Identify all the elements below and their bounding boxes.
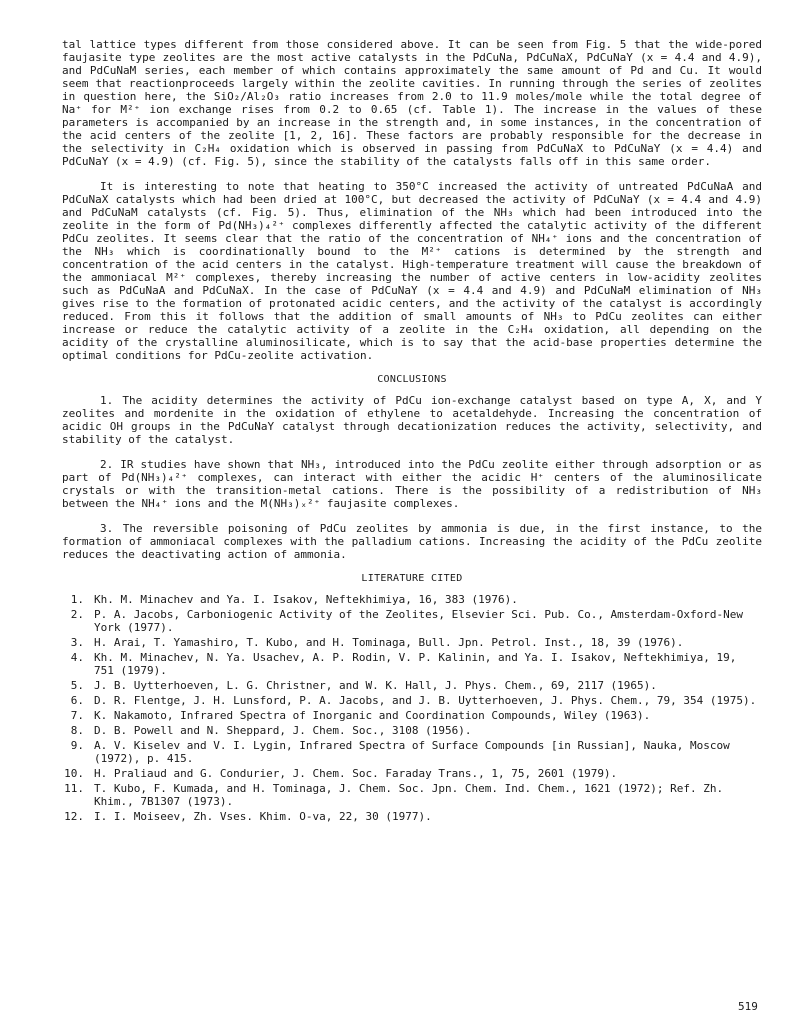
reference-item — [62, 739, 762, 765]
reference-number: 3. — [70, 636, 84, 649]
reference-number: 8. — [70, 724, 84, 737]
body-paragraph-1: tal lattice types different from those considered above. It can be seen from Fig. 5 that the wide-pored faujasite type zeolites are the most active catalysts in the PdCuNa, PdCuNaX, PdCuNaY (x = 4.4 and 4.9), and PdCuNaM series, each member of which contains approximately the same amount of Pd and Cu. It would seem that reactionproceeds largely within the zeolite cavities. In running through the series of zeolites in question here, the SiO₂/Al₂O₃ ratio increases from 2.0 to 11.9 moles/mole while the total degree of Na⁺ for M²⁺ ion exchange rises from 0.2 to 0.65 (cf. Table 1). The increase in the values of these parameters is accompanied by an increase in the strength and, in some instances, in the concentration of the acid centers of the zeolite [1, 2, 16]. These factors are probably responsible for the decrease in the selectivity in C₂H₄ oxidation which is observed in passing from PdCuNaX to PdCuNaY (x = 4.4) and PdCuNaY (x = 4.9) (cf. Fig. 5), since the stability of the catalysts falls off in this same order. — [62, 38, 762, 168]
reference-item — [62, 608, 762, 634]
reference-number: 12. — [64, 810, 84, 823]
reference-text: Kh. M. Minachev and Ya. I. Isakov, Neftekhimiya, 16, 383 (1976). — [94, 593, 518, 606]
reference-item — [62, 782, 762, 808]
body-paragraph-2: It is interesting to note that heating to 350°C increased the activity of untreated PdCuNaA and PdCuNaX catalysts which had been dried at 100°C, but decreased the activity of PdCuNaY (x = 4.4 and 4.9) and PdCuNaM catalysts (cf. Fig. 5). Thus, elimination of the NH₃ which had been introduced into the zeolite in the form of Pd(NH₃)₄²⁺ complexes differently affected the catalytic activity of the different PdCu zeolites. It seems clear that the ratio of the concentration of NH₄⁺ ions and the concentration of the NH₃ which is coordinationally bound to the M²⁺ cations is determined by the strength and concentration of the acid centers in the catalyst. High-temperature treatment will cause the breakdown of the ammoniacal M²⁺ complexes, thereby increasing the number of active centers in low-acidity zeolites such as PdCuNaA and PdCuNaX. In the case of PdCuNaY (x = 4.4 and 4.9) and PdCuNaM elimination of NH₃ gives rise to the formation of protonated acidic centers, and the activity of the catalyst is accordingly reduced. From this it follows that the addition of small amounts of NH₃ to PdCu zeolites can either increase or reduce the catalytic activity of a zeolite in the C₂H₄ oxidation, all depending on the acidity of the crystalline aluminosilicate, which is to say that the acid-base properties determine the optimal conditions for PdCu-zeolite activation. — [62, 180, 762, 362]
reference-text: J. B. Uytterhoeven, L. G. Christner, and W. K. Hall, J. Phys. Chem., 69, 2117 (1965). — [94, 679, 657, 692]
reference-item — [62, 694, 762, 707]
reference-item — [62, 709, 762, 722]
reference-number: 2. — [70, 608, 84, 621]
reference-item — [62, 679, 762, 692]
conclusion-item-1: 1. The acidity determines the activity of PdCu ion-exchange catalyst based on type A, X, and Y zeolites and mordenite in the oxidation of ethylene to acetaldehyde. Increasing the concentration of acidic OH groups in the PdCuNaY catalyst through decationization reduces the activity, selectivity, and stability of the catalyst. — [62, 394, 762, 446]
reference-item — [62, 767, 762, 780]
reference-item — [62, 724, 762, 737]
document-page — [62, 38, 762, 825]
reference-text: P. A. Jacobs, Carboniogenic Activity of the Zeolites, Elsevier Sci. Pub. Co., Amsterdam-Oxford-New York (1977). — [94, 608, 744, 634]
reference-text: D. R. Flentge, J. H. Lunsford, P. A. Jacobs, and J. B. Uytterhoeven, J. Phys. Chem., 79, 354 (1975). — [94, 694, 757, 707]
reference-text: K. Nakamoto, Infrared Spectra of Inorganic and Coordination Compounds, Wiley (1963). — [94, 709, 651, 722]
reference-item — [62, 810, 762, 823]
reference-list — [62, 593, 762, 823]
reference-text: H. Praliaud and G. Condurier, J. Chem. Soc. Faraday Trans., 1, 75, 2601 (1979). — [94, 767, 618, 780]
reference-number: 11. — [64, 782, 84, 795]
reference-text: I. I. Moiseev, Zh. Vses. Khim. O-va, 22, 30 (1977). — [94, 810, 432, 823]
reference-number: 1. — [70, 593, 84, 606]
reference-number: 5. — [70, 679, 84, 692]
reference-number: 6. — [70, 694, 84, 707]
page-number: 519 — [738, 1000, 758, 1013]
reference-item — [62, 636, 762, 649]
reference-number: 4. — [70, 651, 84, 664]
reference-text: A. V. Kiselev and V. I. Lygin, Infrared Spectra of Surface Compounds [in Russian], Nauka, Moscow (1972), p. 415. — [94, 739, 730, 765]
reference-number: 10. — [64, 767, 84, 780]
reference-text: D. B. Powell and N. Sheppard, J. Chem. Soc., 3108 (1956). — [94, 724, 472, 737]
reference-item — [62, 593, 762, 606]
reference-number: 7. — [70, 709, 84, 722]
reference-text: H. Arai, T. Yamashiro, T. Kubo, and H. Tominaga, Bull. Jpn. Petrol. Inst., 18, 39 (1976). — [94, 636, 684, 649]
conclusions-heading: CONCLUSIONS — [377, 374, 447, 385]
conclusion-item-2: 2. IR studies have shown that NH₃, introduced into the PdCu zeolite either through adsorption or as part of Pd(NH₃)₄²⁺ complexes, can interact with either the acidic H⁺ centers of the aluminosilicate crystals or with the transition-metal cations. There is the possibility of a redistribution of NH₃ between the NH₄⁺ ions and the M(NH₃)ₓ²⁺ faujasite complexes. — [62, 458, 762, 510]
reference-item — [62, 651, 762, 677]
reference-text: T. Kubo, F. Kumada, and H. Tominaga, J. Chem. Soc. Jpn. Chem. Ind. Chem., 1621 (1972); Ref. Zh. Khim., 7B1307 (1973). — [94, 782, 724, 808]
conclusion-item-3: 3. The reversible poisoning of PdCu zeolites by ammonia is due, in the first instance, to the formation of ammoniacal complexes with the palladium cations. Increasing the acidity of the PdCu zeolite reduces the deactivating action of ammonia. — [62, 522, 762, 561]
reference-text: Kh. M. Minachev, N. Ya. Usachev, A. P. Rodin, V. P. Kalinin, and Ya. I. Isakov, Neftekhimiya, 19, 751 (1979). — [94, 651, 737, 677]
reference-number: 9. — [70, 739, 84, 752]
literature-heading: LITERATURE CITED — [361, 573, 463, 584]
